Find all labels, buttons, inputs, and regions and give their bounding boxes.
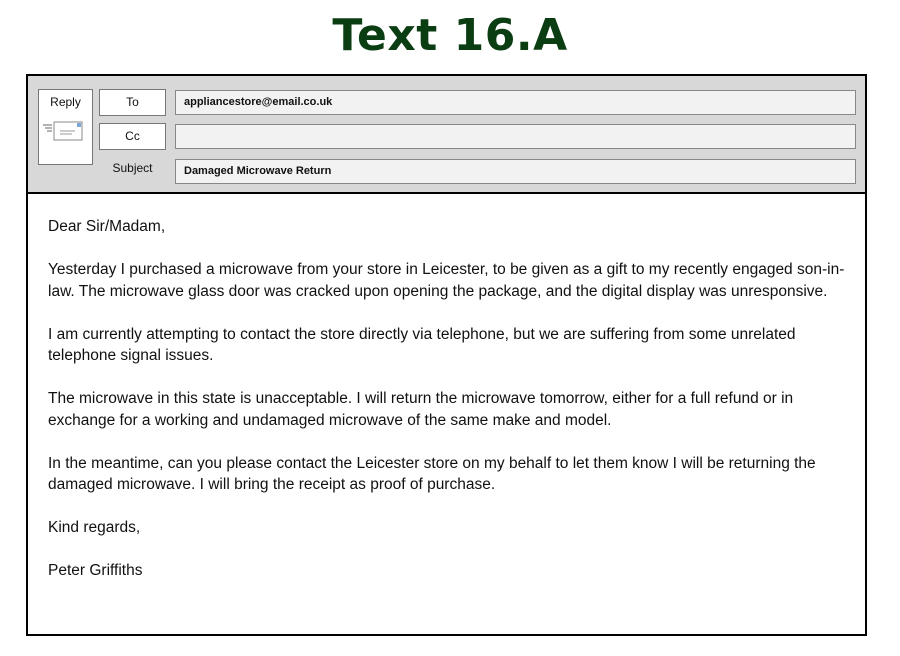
email-header-pane bbox=[28, 76, 865, 194]
to-button[interactable]: To bbox=[99, 89, 166, 116]
to-field[interactable]: appliancestore@email.co.uk bbox=[175, 90, 856, 115]
page-title: Text 16.A bbox=[332, 10, 568, 61]
envelope-icon bbox=[43, 121, 87, 143]
subject-field[interactable]: Damaged Microwave Return bbox=[175, 159, 856, 184]
email-body[interactable] bbox=[48, 216, 848, 603]
email-compose-window bbox=[26, 74, 867, 636]
body-paragraph: I am currently attempting to contact the store directly via telephone, but we are suffering from some unrelated telephone signal issues. bbox=[48, 325, 796, 364]
signature: Peter Griffiths bbox=[48, 562, 143, 579]
body-paragraph: In the meantime, can you please contact the Leicester store on my behalf to let them know I will be returning the damaged microwave. I will bring the receipt as proof of purchase. bbox=[48, 454, 816, 493]
greeting: Dear Sir/Madam, bbox=[48, 218, 166, 235]
reply-button[interactable] bbox=[38, 89, 93, 165]
sign-off: Kind regards, bbox=[48, 519, 141, 536]
cc-button[interactable]: Cc bbox=[99, 123, 166, 150]
subject-label: Subject bbox=[112, 161, 153, 175]
body-paragraph: Yesterday I purchased a microwave from your store in Leicester, to be given as a gift to my recently engaged son-in-law. The microwave glass door was cracked upon opening the package, and the digital display was unresponsive. bbox=[48, 261, 845, 300]
body-paragraph: The microwave in this state is unacceptable. I will return the microwave tomorrow, either for a full refund or in exchange for a working and undamaged microwave of the same make and model. bbox=[48, 390, 794, 429]
reply-label: Reply bbox=[50, 95, 81, 109]
cc-field[interactable] bbox=[175, 124, 856, 149]
